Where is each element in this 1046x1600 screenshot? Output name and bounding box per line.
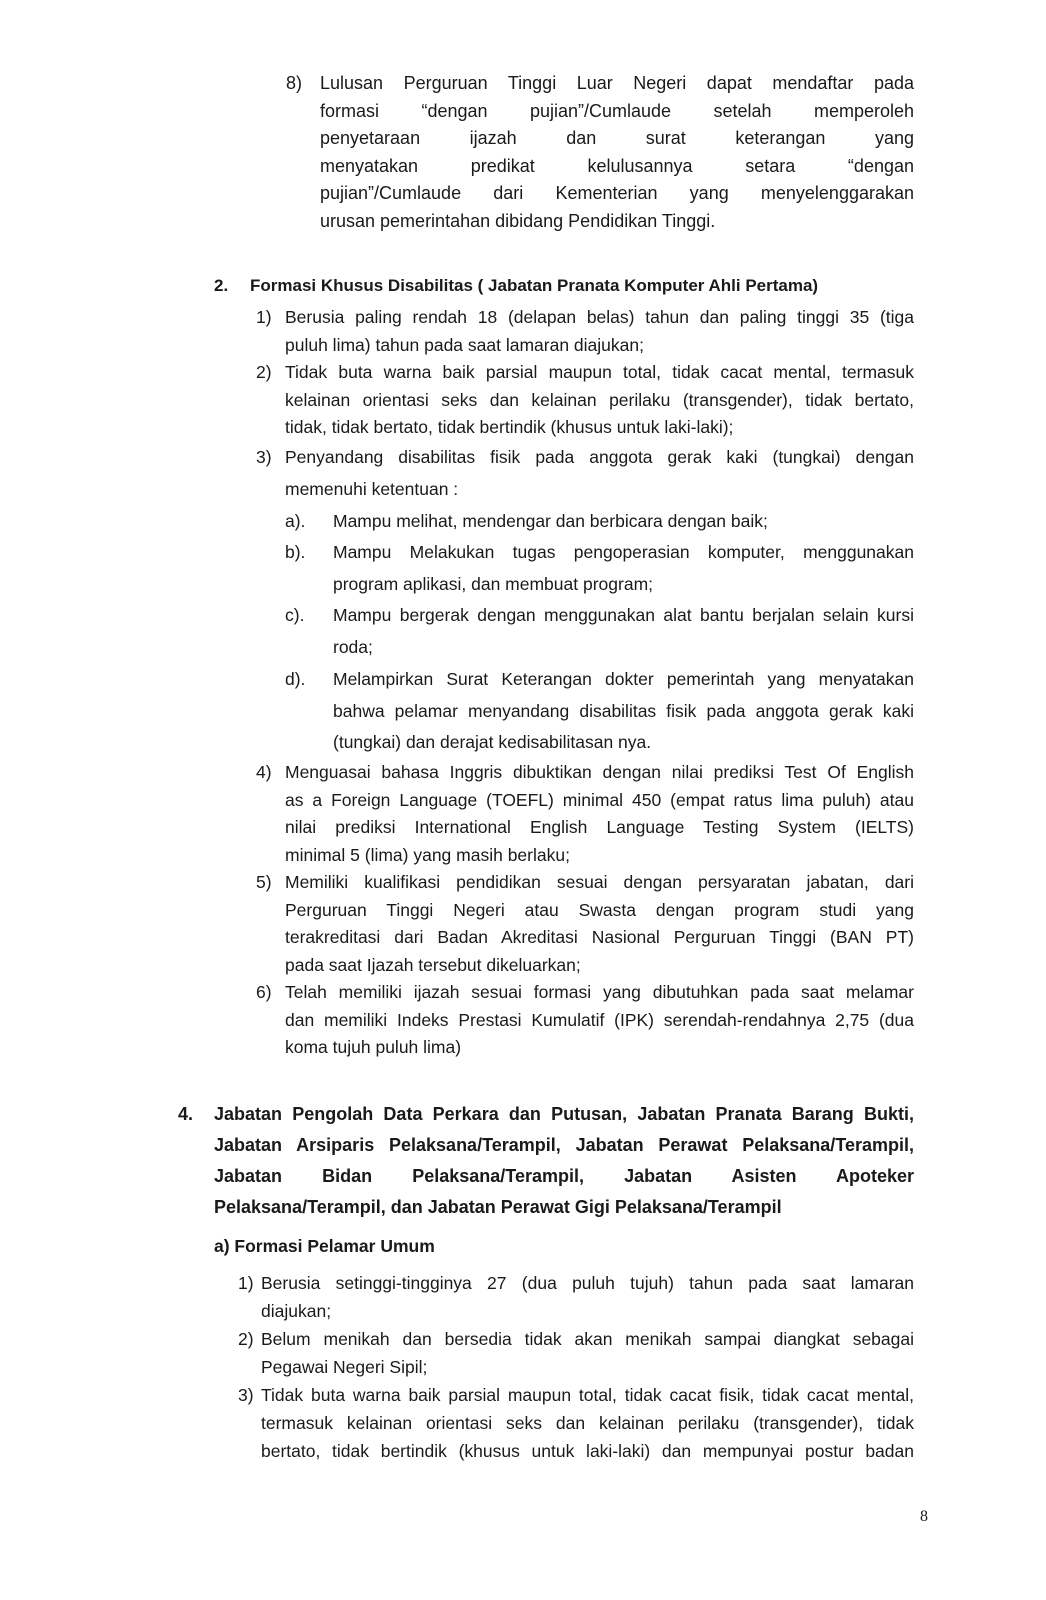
page-number: 8 [920, 1508, 928, 1525]
text-line: koma tujuh puluh lima) [285, 1037, 462, 1057]
text-line: Lulusan Perguruan Tinggi Luar Negeri dapat mendaftar pada [320, 73, 914, 93]
text-line: menyatakan predikat kelulusannya setara “dengan [320, 155, 914, 176]
sub-list-item-letter: b). [285, 542, 306, 562]
text-line: diajukan; [261, 1301, 332, 1321]
text-line: Tidak buta warna baik parsial maupun total, tidak cacat mental, termasuk [285, 362, 914, 382]
subheading-text: a) Formasi Pelamar Umum [214, 1236, 435, 1256]
section-number: 4. [178, 1104, 194, 1124]
list-item [286, 70, 914, 235]
list-item-number: 3) [256, 447, 272, 467]
title-line: Jabatan Bidan Pelaksana/Terampil, Jabatan Asisten Apoteker [214, 1166, 914, 1186]
list-item [238, 1325, 914, 1381]
list-item [238, 1269, 914, 1325]
text-line: pada saat Ijazah tersebut dikeluarkan; [285, 954, 581, 975]
text-line: Tidak buta warna baik parsial maupun total, tidak cacat fisik, tidak cacat mental, [261, 1385, 914, 1405]
list-item-number: 1) [238, 1273, 254, 1293]
text-line: nilai prediksi International English Language Testing System (IELTS) [285, 817, 914, 837]
list-item-number: 6) [256, 982, 272, 1002]
list-item-number: 1) [256, 307, 272, 327]
text-line: puluh lima) tahun pada saat lamaran diajukan; [285, 334, 644, 355]
title-line: Jabatan Pengolah Data Perkara dan Putusan, Jabatan Pranata Barang Bukti, [214, 1104, 914, 1124]
text-line: Penyandang disabilitas fisik pada anggota gerak kaki (tungkai) dengan [285, 447, 914, 467]
list-item-number: 8) [286, 73, 303, 93]
section-title [214, 1099, 914, 1223]
text-line: Mampu Melakukan tugas pengoperasian komputer, menggunakan [333, 542, 914, 562]
section-title: Formasi Khusus Disabilitas ( Jabatan Pranata Komputer Ahli Pertama) [250, 276, 819, 295]
text-line: Mampu bergerak dengan menggunakan alat bantu berjalan selain kursi [333, 605, 914, 625]
text-line: Berusia setinggi-tingginya 27 (dua puluh tujuh) tahun pada saat lamaran [261, 1273, 914, 1293]
text-line: memenuhi ketentuan : [285, 479, 459, 499]
sub-list-item-letter: c). [285, 605, 305, 625]
sub-list-item-letter: d). [285, 669, 306, 689]
text-line: bahwa pelamar menyandang disabilitas fisik pada anggota gerak kaki [333, 700, 914, 721]
text-line: termasuk kelainan orientasi seks dan kelainan perilaku (transgender), tidak [261, 1413, 914, 1433]
text-line: Menguasai bahasa Inggris dibuktikan dengan nilai prediksi Test Of English [285, 762, 914, 782]
list-item [256, 441, 914, 505]
text-line: formasi “dengan pujian”/Cumlaude setelah memperoleh [320, 100, 914, 121]
text-line: Memiliki kualifikasi pendidikan sesuai dengan persyaratan jabatan, dari [285, 872, 914, 892]
text-line: Telah memiliki ijazah sesuai formasi yang dibutuhkan pada saat melamar [285, 982, 914, 1002]
text-line: (tungkai) dan derajat kedisabilitasan nya. [333, 732, 652, 752]
list-item [256, 304, 914, 359]
text-line: bertato, tidak bertindik (khusus untuk laki-laki) dan mempunyai postur badan [261, 1441, 914, 1461]
list-item [256, 759, 914, 869]
sub-list-item [285, 506, 914, 538]
list-item-text [320, 70, 914, 235]
sub-list-item [285, 600, 914, 663]
list-item [256, 979, 914, 1062]
text-line: program aplikasi, dan membuat program; [333, 573, 654, 594]
text-line: Belum menikah dan bersedia tidak akan menikah sampai diangkat sebagai [261, 1329, 914, 1349]
text-line: roda; [333, 636, 373, 657]
section-heading [178, 1099, 914, 1223]
text-line: tidak, tidak bertato, tidak bertindik (khusus untuk laki-laki); [285, 417, 734, 437]
text-line: Perguruan Tinggi Negeri atau Swasta dengan program studi yang [285, 899, 914, 920]
list-item-number: 5) [256, 872, 272, 892]
text-line: minimal 5 (lima) yang masih berlaku; [285, 844, 570, 865]
list-item-number: 4) [256, 762, 272, 782]
text-line: penyetaraan ijazah dan surat keterangan yang [320, 128, 914, 148]
sub-list-item [285, 664, 914, 759]
text-line: as a Foreign Language (TOEFL) minimal 450 (empat ratus lima puluh) atau [285, 789, 914, 810]
text-line: Berusia paling rendah 18 (delapan belas) tahun dan paling tinggi 35 (tiga [285, 307, 914, 327]
text-line: Melampirkan Surat Keterangan dokter pemerintah yang menyatakan [333, 669, 914, 689]
section-number: 2. [214, 276, 229, 295]
subheading [214, 1234, 914, 1258]
list-item [256, 869, 914, 979]
text-line: urusan pemerintahan dibidang Pendidikan Tinggi. [320, 210, 716, 231]
text-line: Pegawai Negeri Sipil; [261, 1357, 428, 1377]
title-line: Pelaksana/Terampil, dan Jabatan Perawat Gigi Pelaksana/Terampil [214, 1197, 782, 1217]
title-line: Jabatan Arsiparis Pelaksana/Terampil, Jabatan Perawat Pelaksana/Terampil, [214, 1135, 914, 1155]
text-line: kelainan orientasi seks dan kelainan perilaku (transgender), tidak bertato, [285, 389, 914, 410]
text-line: pujian”/Cumlaude dari Kementerian yang menyelenggarakan [320, 183, 914, 203]
text-line: terakreditasi dari Badan Akreditasi Nasional Perguruan Tinggi (BAN PT) [285, 927, 914, 947]
section-heading [214, 275, 914, 297]
list-item [256, 359, 914, 442]
list-item-number: 2) [238, 1329, 254, 1349]
list-item-number: 3) [238, 1385, 254, 1405]
sub-list-item [285, 537, 914, 600]
sub-list-item-letter: a). [285, 511, 306, 531]
list-item-number: 2) [256, 362, 272, 382]
text-line: dan memiliki Indeks Prestasi Kumulatif (IPK) serendah-rendahnya 2,75 (dua [285, 1009, 914, 1030]
list-item [238, 1381, 914, 1465]
text-line: Mampu melihat, mendengar dan berbicara dengan baik; [333, 511, 768, 531]
